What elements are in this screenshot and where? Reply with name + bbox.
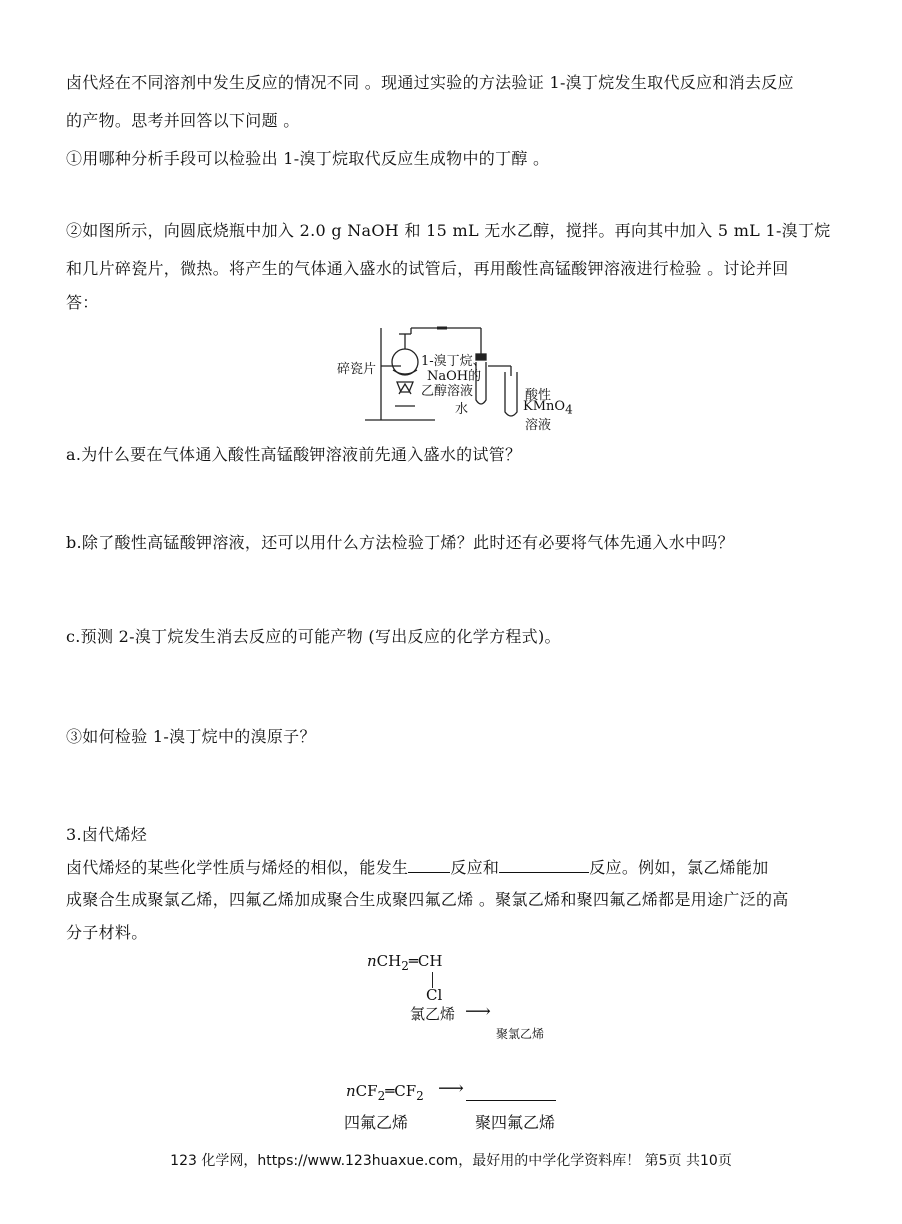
section-3-line-2: 成聚合生成聚氯乙烯，四氟乙烯加成聚合生成聚四氟乙烯 。聚氯乙烯和聚四氟乙烯都是用途广泛的高 [66,890,789,909]
r1-arrow: ⟶ [465,1001,491,1022]
question-3: ③如何检验 1-溴丁烷中的溴原子？ [66,727,316,746]
section-3-line-1b: 反应和 [450,858,500,877]
question-a: a.为什么要在气体通入酸性高锰酸钾溶液前先通入盛水的试管？ [66,445,522,464]
label-kmno4-3: 溶液 [525,418,552,433]
r2-left: CF [355,1082,378,1100]
intro-line-2: 的产物。思考并回答以下问题 。 [66,111,300,130]
question-2-line-1: ②如图所示，向圆底烧瓶中加入 2.0 g NaOH 和 15 mL 无水乙醇，搅拌。再向其中加入 5 mL 1-溴丁烷 [66,221,831,240]
question-1: ①用哪种分析手段可以检验出 1-溴丁烷取代反应生成物中的丁醇 。 [66,149,550,168]
r2-name: 四氟乙烯 [344,1113,409,1132]
label-kmno4-1: 酸性 [525,388,552,403]
label-water: 水 [455,402,469,417]
label-kmno4-2: KMnO [523,399,566,414]
section-3-title: 3.卤代烯烃 [66,825,148,844]
label-flask-3: 乙醇溶液 [421,384,474,399]
label-porcelain: 碎瓷片 [337,362,377,377]
section-3-line-3: 分子材料。 [66,923,148,942]
blank-1[interactable] [408,858,450,873]
r1-substituent: Cl [426,986,443,1004]
label-flask-1: 1-溴丁烷、 [421,354,486,369]
question-c: c.预测 2-溴丁烷发生消去反应的可能产物 (写出反应的化学方程式)。 [66,627,561,646]
blank-2[interactable] [499,858,589,873]
section-3-line-1c: 反应。例如，氯乙烯能加 [589,858,769,877]
section-3-line-1 [66,855,769,878]
r1-bond: ═ [408,952,418,970]
r2-bond: ═ [385,1082,395,1100]
intro-line-1: 卤代烃在不同溶剂中发生反应的情况不同 。现通过实验的方法验证 1-溴丁烷发生取代反应和消去反应 [66,73,794,92]
r2-right: CF [394,1082,417,1100]
r2-right-sub: 2 [416,1089,424,1103]
r2-product: 聚四氟乙烯 [475,1113,556,1132]
r2-formula [346,1082,424,1103]
r2-product-blank[interactable] [466,1086,556,1101]
r2-left-sub: 2 [377,1089,386,1103]
apparatus-figure [335,322,575,432]
label-flask-2: NaOH的 [427,369,482,384]
question-2-line-2: 和几片碎瓷片，微热。将产生的气体通入盛水的试管后，再用酸性高锰酸钾溶液进行检验 。讨论并回 [66,259,789,278]
page-footer: 123 化学网，https://www.123huaxue.com，最好用的中学化学资料库！ 第5页 共10页 [170,1153,732,1169]
r1-right: CH [417,952,443,970]
r1-n: n [367,952,377,970]
r2-n: n [346,1082,356,1100]
r1-left: CH [376,952,402,970]
r1-formula [367,952,442,973]
label-kmno4-sub: 4 [565,402,573,417]
r1-left-sub: 2 [401,959,409,973]
r2-arrow: ⟶ [438,1078,464,1099]
question-2-line-3: 答： [66,293,99,312]
r1-product: 聚氯乙烯 [496,1027,545,1041]
r1-name: 氯乙烯 [410,1005,456,1023]
section-3-line-1a: 卤代烯烃的某些化学性质与烯烃的相似，能发生 [66,858,409,877]
question-b: b.除了酸性高锰酸钾溶液，还可以用什么方法检验丁烯？此时还有必要将气体先通入水中吗？ [66,533,734,552]
